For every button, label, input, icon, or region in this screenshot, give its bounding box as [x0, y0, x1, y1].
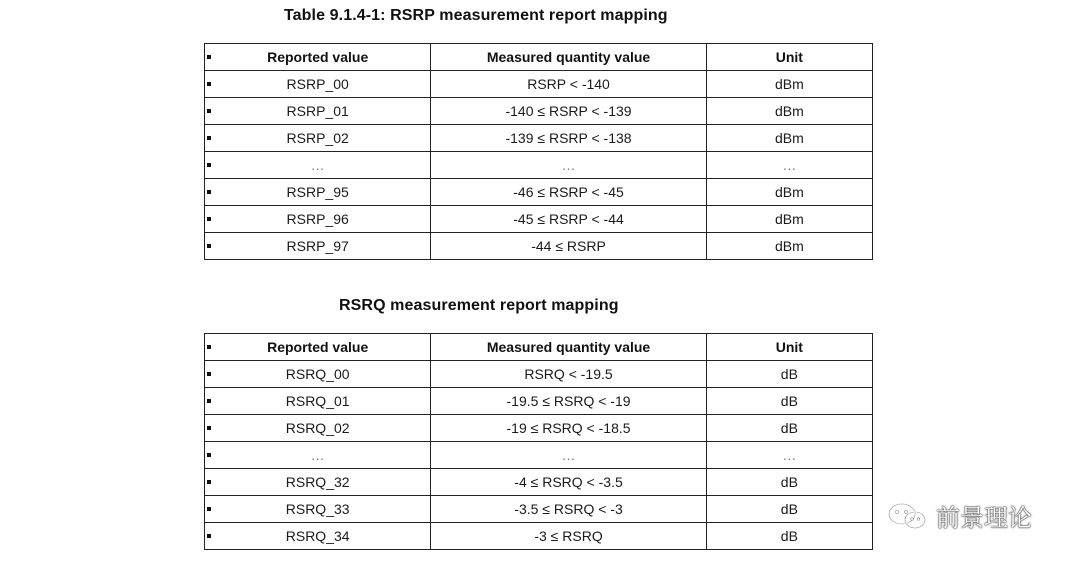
- table-cell: [706, 179, 872, 206]
- table-cell: [431, 415, 706, 442]
- bullet-marker: [207, 163, 211, 167]
- bullet-marker: [207, 426, 211, 430]
- table-cell: [706, 125, 872, 152]
- table-row: [205, 523, 873, 550]
- column-header: [205, 334, 431, 361]
- table-row: [205, 469, 873, 496]
- cell-text: RSRP_95: [286, 184, 349, 200]
- cell-text: dB: [780, 420, 798, 436]
- table-cell: [431, 98, 706, 125]
- bullet-marker: [207, 244, 211, 248]
- table-row: [205, 442, 873, 469]
- table-cell: [205, 442, 431, 469]
- cell-text: …: [310, 157, 325, 173]
- table-cell: [706, 415, 872, 442]
- column-header: [205, 44, 431, 71]
- cell-text: -4 ≤ RSRQ < -3.5: [514, 474, 623, 490]
- cell-text: -19.5 ≤ RSRQ < -19: [506, 393, 631, 409]
- rsrq-table-body: [205, 334, 873, 550]
- table-cell: [431, 496, 706, 523]
- cell-text: -44 ≤ RSRP: [531, 238, 606, 254]
- bullet-marker: [207, 217, 211, 221]
- cell-text: -3.5 ≤ RSRQ < -3: [514, 501, 623, 517]
- cell-text: dB: [780, 366, 798, 382]
- table-cell: [706, 388, 872, 415]
- cell-text: …: [310, 447, 325, 463]
- cell-text: -140 ≤ RSRP < -139: [505, 103, 632, 119]
- bullet-marker: [207, 480, 211, 484]
- cell-text: -19 ≤ RSRQ < -18.5: [506, 420, 631, 436]
- cell-text: RSRQ_00: [285, 366, 350, 382]
- bullet-marker: [207, 534, 211, 538]
- table-cell: [706, 469, 872, 496]
- bullet-marker: [207, 82, 211, 86]
- table-cell: [205, 415, 431, 442]
- cell-text: -3 ≤ RSRQ: [534, 528, 603, 544]
- header-label: Unit: [775, 339, 803, 355]
- cell-text: dBm: [774, 238, 804, 254]
- table-cell: [706, 523, 872, 550]
- table-cell: [431, 125, 706, 152]
- cell-text: …: [782, 157, 797, 173]
- table-cell: [431, 233, 706, 260]
- table-row: [205, 98, 873, 125]
- table-cell: [431, 179, 706, 206]
- cell-text: RSRQ_01: [285, 393, 350, 409]
- bullet-marker: [207, 453, 211, 457]
- cell-text: RSRQ < -19.5: [524, 366, 613, 382]
- table-row: [205, 206, 873, 233]
- table-cell: [706, 442, 872, 469]
- header-label: Reported value: [267, 49, 369, 65]
- table-row: [205, 71, 873, 98]
- cell-text: RSRQ_34: [285, 528, 350, 544]
- cell-text: -45 ≤ RSRP < -44: [513, 211, 624, 227]
- table-cell: [431, 469, 706, 496]
- bullet-marker: [207, 372, 211, 376]
- header-label: Reported value: [267, 339, 369, 355]
- table-cell: [706, 98, 872, 125]
- table-cell: [431, 523, 706, 550]
- header-row: [205, 44, 873, 71]
- table-cell: [431, 388, 706, 415]
- cell-text: RSRP < -140: [527, 76, 610, 92]
- cell-text: dB: [780, 474, 798, 490]
- table-cell: [205, 125, 431, 152]
- bullet-marker: [207, 190, 211, 194]
- column-header: [706, 334, 872, 361]
- table-cell: [205, 71, 431, 98]
- wechat-icon: [886, 501, 930, 531]
- table-row: [205, 125, 873, 152]
- column-header: [431, 334, 706, 361]
- table-cell: [205, 206, 431, 233]
- cell-text: RSRP_01: [286, 103, 349, 119]
- cell-text: dBm: [774, 184, 804, 200]
- header-label: Unit: [775, 49, 803, 65]
- table-cell: [431, 442, 706, 469]
- cell-text: RSRP_96: [286, 211, 349, 227]
- rsrp-mapping-table: [204, 43, 873, 260]
- rsrp-table-body: [205, 44, 873, 260]
- cell-text: …: [782, 447, 797, 463]
- watermark-text: 前景理论: [936, 504, 1032, 532]
- cell-text: -46 ≤ RSRP < -45: [513, 184, 624, 200]
- cell-text: dBm: [774, 76, 804, 92]
- table-cell: [205, 152, 431, 179]
- table-row: [205, 415, 873, 442]
- table-cell: [205, 496, 431, 523]
- table-cell: [706, 361, 872, 388]
- cell-text: -139 ≤ RSRP < -138: [505, 130, 632, 146]
- table-cell: [706, 233, 872, 260]
- bullet-marker: [207, 399, 211, 403]
- cell-text: dBm: [774, 130, 804, 146]
- cell-text: dB: [780, 528, 798, 544]
- bullet-marker: [207, 136, 211, 140]
- table-cell: [205, 233, 431, 260]
- table-cell: [431, 206, 706, 233]
- watermark: [886, 498, 1032, 533]
- table-cell: [205, 361, 431, 388]
- cell-text: RSRQ_02: [285, 420, 350, 436]
- table-row: [205, 179, 873, 206]
- table-cell: [706, 152, 872, 179]
- table1-caption: Table 9.1.4-1: RSRP measurement report mapping: [284, 7, 668, 24]
- table-row: [205, 496, 873, 523]
- header-row: [205, 334, 873, 361]
- table-cell: [205, 523, 431, 550]
- cell-text: RSRP_02: [286, 130, 349, 146]
- header-label: Measured quantity value: [486, 339, 651, 355]
- table-cell: [205, 179, 431, 206]
- table-cell: [205, 98, 431, 125]
- cell-text: dB: [780, 501, 798, 517]
- table-cell: [706, 206, 872, 233]
- table-cell: [431, 361, 706, 388]
- table2-caption: RSRQ measurement report mapping: [339, 297, 619, 314]
- table-cell: [431, 71, 706, 98]
- table-cell: [706, 496, 872, 523]
- bullet-marker: [207, 55, 211, 59]
- table-row: [205, 152, 873, 179]
- cell-text: …: [561, 157, 576, 173]
- table-cell: [706, 71, 872, 98]
- cell-text: dBm: [774, 211, 804, 227]
- table-cell: [205, 388, 431, 415]
- cell-text: RSRQ_33: [285, 501, 350, 517]
- cell-text: RSRQ_32: [285, 474, 350, 490]
- table-row: [205, 361, 873, 388]
- bullet-marker: [207, 109, 211, 113]
- cell-text: …: [561, 447, 576, 463]
- column-header: [706, 44, 872, 71]
- rsrq-mapping-table: [204, 333, 873, 550]
- table-row: [205, 388, 873, 415]
- header-label: Measured quantity value: [486, 49, 651, 65]
- table-row: [205, 233, 873, 260]
- cell-text: dBm: [774, 103, 804, 119]
- cell-text: RSRP_97: [286, 238, 349, 254]
- table-cell: [431, 152, 706, 179]
- cell-text: RSRP_00: [286, 76, 349, 92]
- cell-text: dB: [780, 393, 798, 409]
- bullet-marker: [207, 507, 211, 511]
- table-cell: [205, 469, 431, 496]
- bullet-marker: [207, 345, 211, 349]
- column-header: [431, 44, 706, 71]
